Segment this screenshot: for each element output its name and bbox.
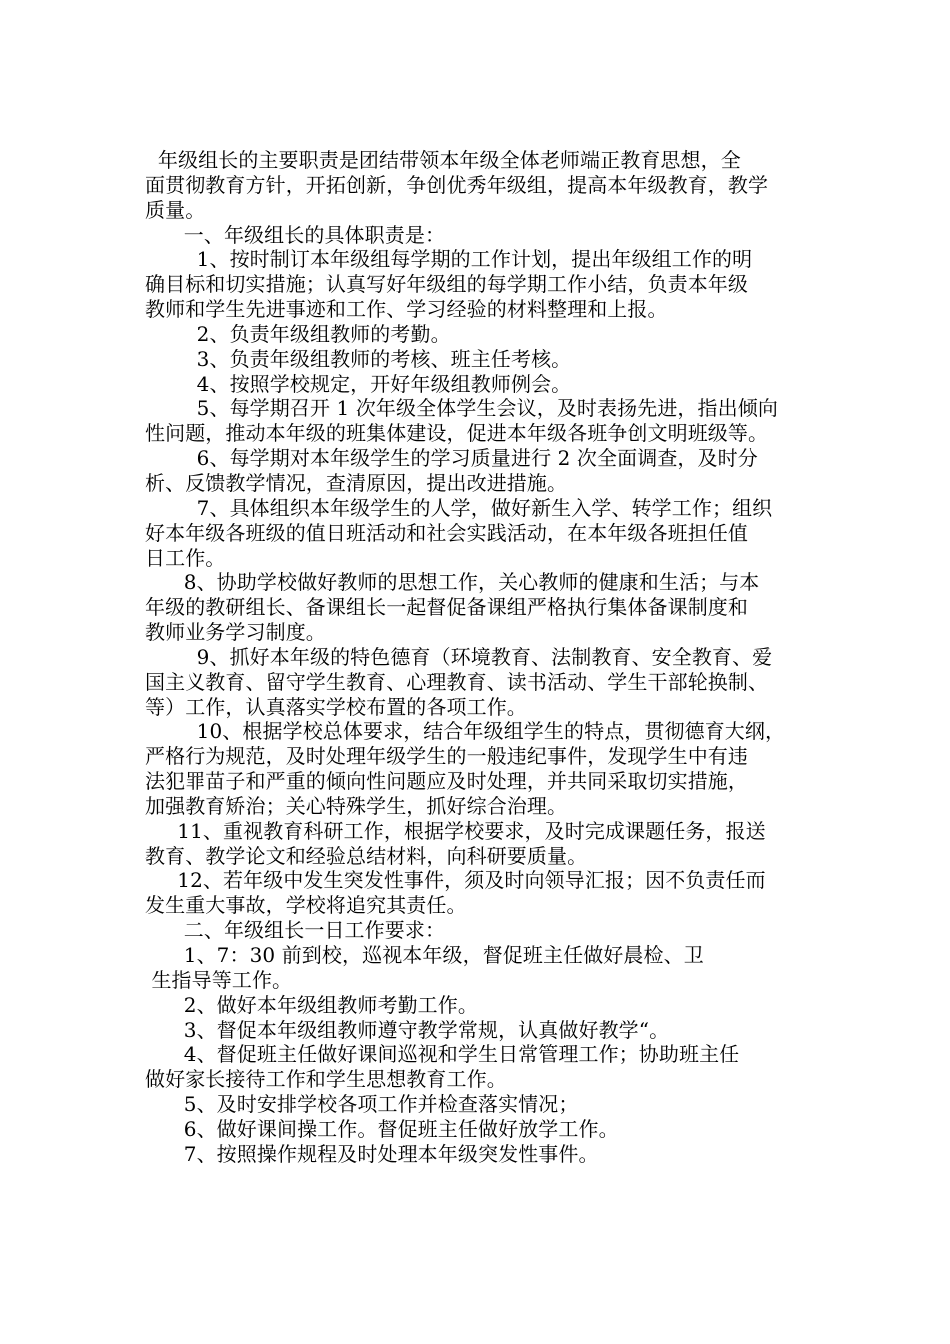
text-line: 3、督促本年级组教师遵守教学常规，认真做好教学“。 <box>145 1017 670 1042</box>
text-line: 严格行为规范，及时处理年级学生的一般违纪事件，发现学生中有违 <box>145 744 748 769</box>
text-line: 4、督促班主任做好课间巡视和学生日常管理工作；协助班主任 <box>145 1042 740 1067</box>
text-line: 日工作。 <box>145 545 226 570</box>
text-line: 一、年级组长的具体职责是： <box>145 222 446 247</box>
text-line: 生指导等工作。 <box>145 967 293 992</box>
text-line: 法犯罪苗子和严重的倾向性问题应及时处理，并共同采取切实措施， <box>145 769 748 794</box>
text-line: 6、每学期对本年级学生的学习质量进行 2 次全面调查，及时分 <box>145 446 758 471</box>
text-line: 发生重大事故，学校将追究其责任。 <box>145 893 467 918</box>
text-line: 二、年级组长一日工作要求： <box>145 918 446 943</box>
text-line: 2、负责年级组教师的考勤。 <box>145 321 451 346</box>
text-line: 年级的教研组长、备课组长一起督促备课组严格执行集体备课制度和 <box>145 595 748 620</box>
text-line: 教师业务学习制度。 <box>145 620 326 645</box>
text-line: 12、若年级中发生突发性事件，须及时向领导汇报；因不负责任而 <box>145 868 766 893</box>
text-line: 2、做好本年级组教师考勤工作。 <box>145 992 478 1017</box>
text-line: 10、根据学校总体要求，结合年级组学生的特点，贯彻德育大纲， <box>145 719 786 744</box>
text-line: 做好家长接待工作和学生思想教育工作。 <box>145 1067 507 1092</box>
text-line: 6、做好课间操工作。督促班主任做好放学工作。 <box>145 1116 619 1141</box>
text-line: 教师和学生先进事迹和工作、学习经验的材料整理和上报。 <box>145 297 668 322</box>
text-line: 析、反馈教学情况，查清原因，提出改进措施。 <box>145 470 568 495</box>
text-line: 好本年级各班级的值日班活动和社会实践活动，在本年级各班担任值 <box>145 520 748 545</box>
document-body <box>145 148 815 1167</box>
text-line: 11、重视教育科研工作，根据学校要求，及时完成课题任务，报送 <box>145 818 766 843</box>
text-line: 7、按照操作规程及时处理本年级突发性事件。 <box>145 1141 599 1166</box>
text-line: 国主义教育、留守学生教育、心理教育、读书活动、学生干部轮换制、 <box>145 669 769 694</box>
text-line: 面贯彻教育方针，开拓创新，争创优秀年级组，提高本年级教育，教学 <box>145 172 769 197</box>
text-line: 9、抓好本年级的特色德育（环境教育、法制教育、安全教育、爱 <box>145 644 773 669</box>
text-line: 8、协助学校做好教师的思想工作，关心教师的健康和生活；与本 <box>145 570 760 595</box>
text-line: 等）工作，认真落实学校布置的各项工作。 <box>145 694 527 719</box>
text-line: 4、按照学校规定，开好年级组教师例会。 <box>145 371 572 396</box>
text-line: 质量。 <box>145 197 206 222</box>
text-line: 加强教育矫治；关心特殊学生，抓好综合治理。 <box>145 793 568 818</box>
text-line: 7、具体组织本年级学生的人学，做好新生入学、转学工作；组织 <box>145 495 773 520</box>
text-line: 3、负责年级组教师的考核、班主任考核。 <box>145 346 572 371</box>
text-line: 确目标和切实措施；认真写好年级组的每学期工作小结，负责本年级 <box>145 272 748 297</box>
text-line: 1、按时制订本年级组每学期的工作计划，提出年级组工作的明 <box>145 247 753 272</box>
text-line: 教育、教学论文和经验总结材料，向科研要质量。 <box>145 843 588 868</box>
text-line: 年级组长的主要职责是团结带领本年级全体老师端正教育思想，全 <box>145 148 741 172</box>
text-line: 5、每学期召开 1 次年级全体学生会议，及时表扬先进，指出倾向 <box>145 396 778 421</box>
text-line: 5、及时安排学校各项工作并检查落实情况； <box>145 1092 579 1117</box>
text-line: 性问题，推动本年级的班集体建设，促进本年级各班争创文明班级等。 <box>145 421 769 446</box>
text-line: 1、7：30 前到校，巡视本年级，督促班主任做好晨检、卫 <box>145 943 704 967</box>
